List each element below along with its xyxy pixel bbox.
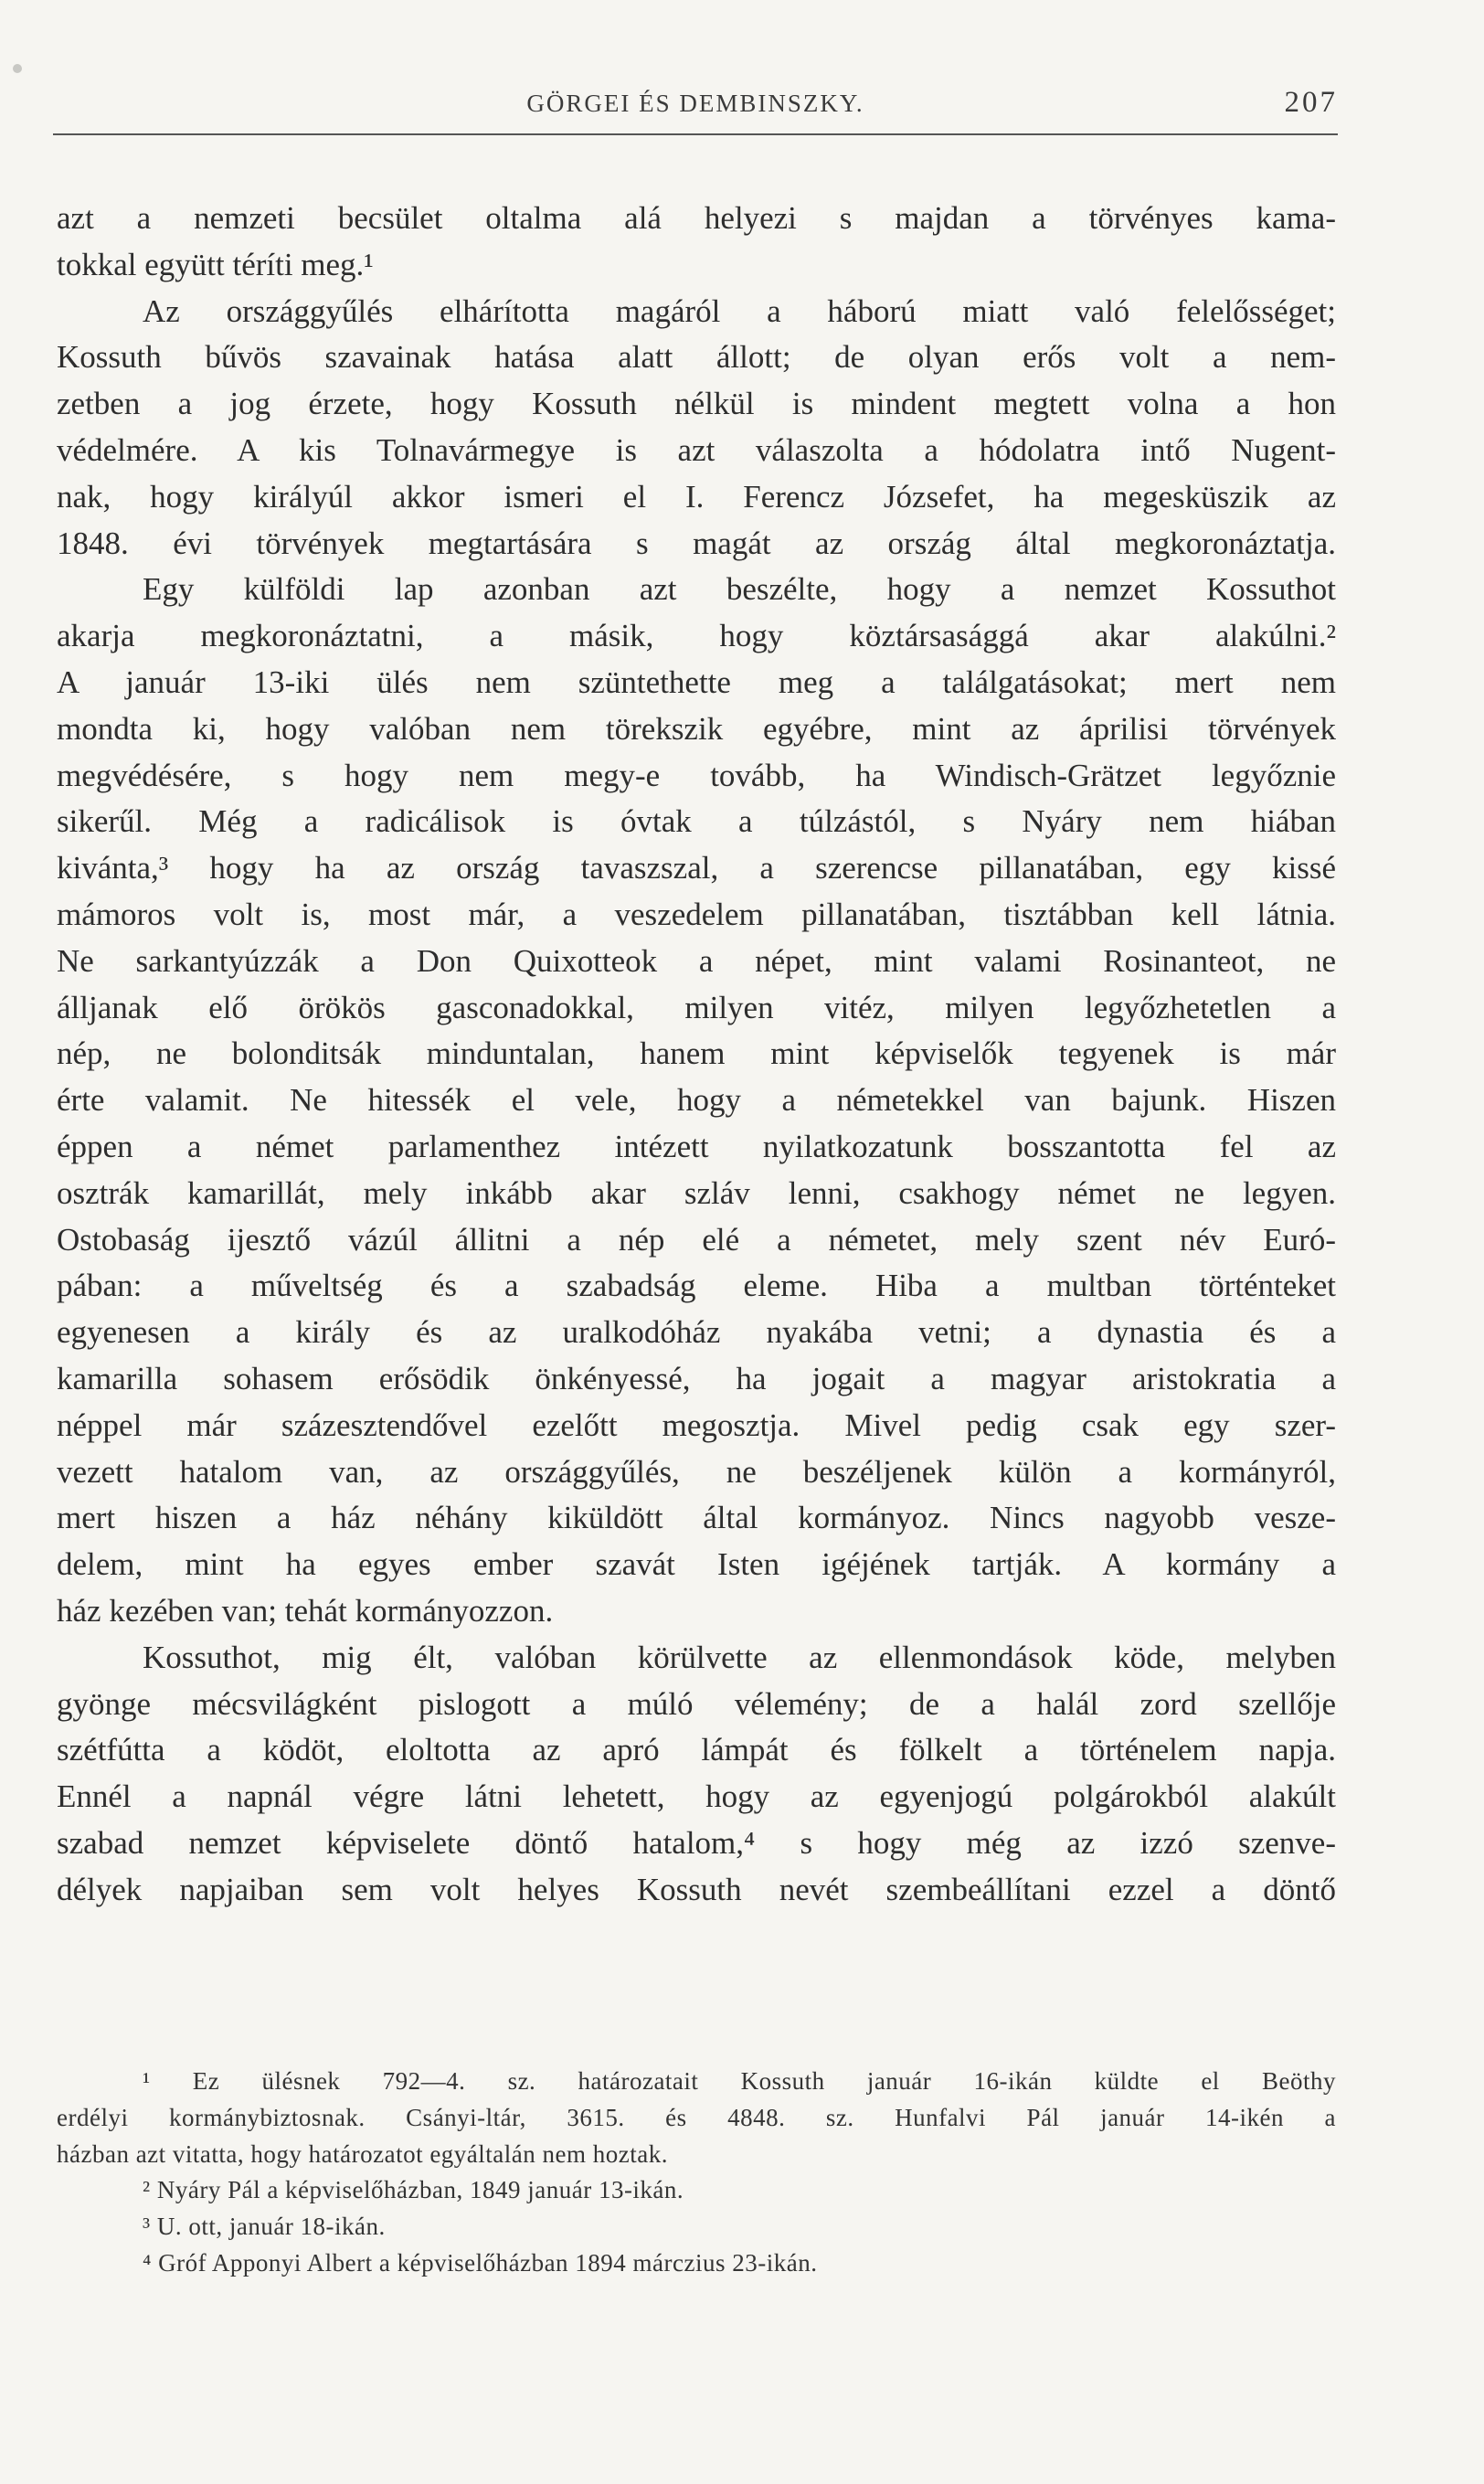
footnote-line: ⁴ Gróf Apponyi Albert a képviselőházban 1894 márczius 23-ikán.	[143, 2248, 818, 2277]
text-line: délyek napjaiban sem volt helyes Kossuth nevét szembeállítani ezzel a döntő	[57, 1871, 1336, 1907]
footnote-line: ³ U. ott, január 18-ikán.	[143, 2213, 386, 2241]
footnote-line: ² Nyáry Pál a képviselőházban, 1849 január 13-ikán.	[143, 2176, 684, 2204]
text-line: pában: a műveltség és a szabadság eleme. Hiba a multban történteket	[57, 1268, 1336, 1304]
text-line: Kossuth bűvös szavainak hatása alatt állott; de olyan erős volt a nem-	[57, 339, 1336, 376]
header-rule	[53, 133, 1338, 135]
footnote-line: erdélyi kormánybiztosnak. Csányi-ltár, 3615. és 4848. sz. Hunfalvi Pál január 14-ikén a	[57, 2103, 1336, 2131]
text-line: néppel már százesztendővel ezelőtt megosztja. Mivel pedig csak egy szer-	[57, 1407, 1336, 1443]
paper-speck	[13, 64, 22, 73]
text-line: szabad nemzet képviselete döntő hatalom,⁴ s hogy még az izzó szenve-	[57, 1824, 1336, 1861]
text-line: vezett hatalom van, az országgyűlés, ne beszéljenek külön a kormányról,	[57, 1453, 1336, 1490]
text-line: akarja megkoronáztatni, a másik, hogy köztársasággá akar alakúlni.²	[57, 618, 1336, 654]
text-line: Ostobaság ijesztő vázúl állitni a nép elé a németet, mely szent név Euró-	[57, 1221, 1336, 1258]
text-line: Az országgyűlés elhárította magáról a háború miatt való felelősséget;	[143, 292, 1336, 329]
text-line: kamarilla sohasem erősödik önkényessé, ha jogait a magyar aristokratia a	[57, 1360, 1336, 1396]
text-line: delem, mint ha egyes ember szavát Isten igéjének tartják. A kormány a	[57, 1546, 1336, 1583]
text-line: azt a nemzeti becsület oltalma alá helyezi s majdan a törvényes kama-	[57, 200, 1336, 236]
text-line: mert hiszen a ház néhány kiküldött által kormányoz. Nincs nagyobb vesze-	[57, 1500, 1336, 1536]
page-header	[53, 86, 1338, 133]
text-line: kivánta,³ hogy ha az ország tavaszszal, a szerencse pillanatában, egy kissé	[57, 850, 1336, 886]
text-line: nak, hogy királyúl akkor ismeri el I. Ferencz Józsefet, ha megesküszik az	[57, 478, 1336, 515]
text-line: mondta ki, hogy valóban nem törekszik egyébre, mint az áprilisi törvények	[57, 710, 1336, 747]
text-line: álljanak elő örökös gasconadokkal, milyen vitéz, milyen legyőzhetetlen a	[57, 989, 1336, 1025]
footnote-line: ¹ Ez ülésnek 792—4. sz. határozatait Kossuth január 16-ikán küldte el Beöthy	[143, 2067, 1336, 2095]
text-line: Egy külföldi lap azonban azt beszélte, hogy a nemzet Kossuthot	[143, 571, 1336, 608]
body-text	[57, 196, 1336, 1913]
text-line: Ne sarkantyúzzák a Don Quixotteok a népet, mint valami Rosinanteot, ne	[57, 942, 1336, 979]
text-line: A január 13-iki ülés nem szüntethette meg a találgatásokat; mert nem	[57, 663, 1336, 700]
text-line: 1848. évi törvények megtartására s magát az ország által megkoronáztatja.	[57, 525, 1336, 561]
text-line: éppen a német parlamenthez intézett nyilatkozatunk bosszantotta fel az	[57, 1128, 1336, 1164]
running-head: GÖRGEI ÉS DEMBINSZKY.	[526, 90, 864, 117]
text-line: nép, ne bolonditsák minduntalan, hanem mint képviselők tegyenek is már	[57, 1035, 1336, 1072]
footnotes	[57, 2064, 1336, 2282]
text-line: osztrák kamarillát, mely inkább akar szláv lenni, csakhogy német ne legyen.	[57, 1174, 1336, 1211]
text-line: ház kezében van; tehát kormányozzon.	[57, 1592, 554, 1629]
text-line: mámoros volt is, most már, a veszedelem pillanatában, tisztábban kell látnia.	[57, 896, 1336, 932]
text-line: gyönge mécsvilágként pislogott a múló vélemény; de a halál zord szellője	[57, 1685, 1336, 1722]
text-line: megvédésére, s hogy nem megy-e tovább, ha Windisch-Grätzet legyőznie	[57, 757, 1336, 793]
text-line: egyenesen a király és az uralkodóház nyakába vetni; a dynastia és a	[57, 1314, 1336, 1351]
footnote-line: házban azt vitatta, hogy határozatot egyáltalán nem hoztak.	[57, 2139, 668, 2168]
text-line: szétfútta a ködöt, eloltotta az apró lámpát és fölkelt a történelem napja.	[57, 1732, 1336, 1768]
page-number: 207	[1284, 86, 1338, 119]
text-line: Ennél a napnál végre látni lehetett, hogy az egyenjogú polgárokból alakúlt	[57, 1778, 1336, 1815]
text-line: sikerűl. Még a radicálisok is óvtak a túlzástól, s Nyáry nem hiában	[57, 803, 1336, 840]
text-line: tokkal együtt téríti meg.¹	[57, 246, 374, 282]
text-line: védelmére. A kis Tolnavármegye is azt válaszolta a hódolatra intő Nugent-	[57, 431, 1336, 468]
text-line: Kossuthot, mig élt, valóban körülvette az ellenmondások köde, melyben	[143, 1639, 1336, 1675]
text-line: zetben a jog érzete, hogy Kossuth nélkül is mindent megtett volna a hon	[57, 386, 1336, 422]
text-line: érte valamit. Ne hitessék el vele, hogy a németekkel van bajunk. Hiszen	[57, 1082, 1336, 1119]
